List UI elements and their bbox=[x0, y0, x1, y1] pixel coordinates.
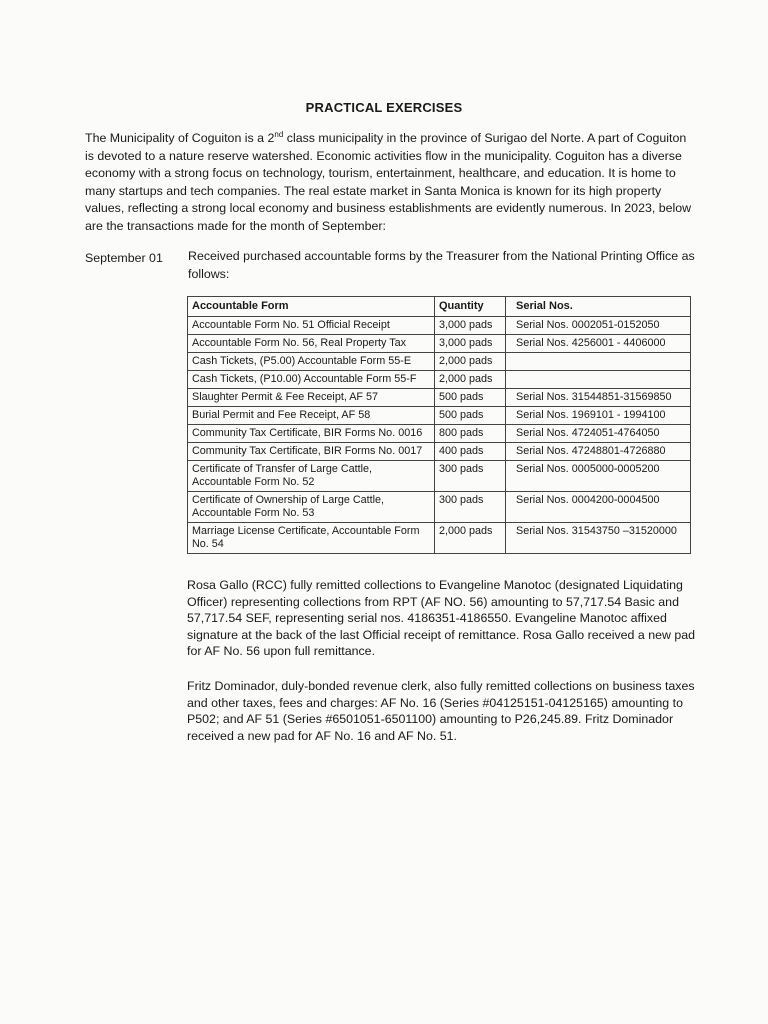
cell-quantity: 2,000 pads bbox=[435, 371, 506, 389]
cell-serial: Serial Nos. 0004200-0004500 bbox=[506, 492, 691, 523]
cell-quantity: 500 pads bbox=[435, 407, 506, 425]
table-row bbox=[188, 353, 691, 371]
entry-date: September 01 bbox=[85, 251, 163, 265]
cell-quantity: 2,000 pads bbox=[435, 353, 506, 371]
cell-quantity: 3,000 pads bbox=[435, 317, 506, 335]
table-header-row bbox=[188, 297, 691, 317]
accountable-forms-table bbox=[187, 296, 691, 554]
cell-serial: Serial Nos. 1969101 - 1994100 bbox=[506, 407, 691, 425]
cell-serial: Serial Nos. 31544851-31569850 bbox=[506, 389, 691, 407]
table-row bbox=[188, 335, 691, 353]
table-row bbox=[188, 461, 691, 492]
cell-serial: Serial Nos. 31543750 –31520000 bbox=[506, 523, 691, 554]
cell-serial: Serial Nos. 47248801-4726880 bbox=[506, 443, 691, 461]
cell-form: Community Tax Certificate, BIR Forms No. 0016 bbox=[188, 425, 435, 443]
cell-form: Certificate of Ownership of Large Cattle, Accountable Form No. 53 bbox=[188, 492, 435, 523]
cell-quantity: 500 pads bbox=[435, 389, 506, 407]
page-title: PRACTICAL EXERCISES bbox=[305, 100, 463, 115]
intro-text-start: The Municipality of Coguiton is a 2 bbox=[85, 131, 275, 145]
cell-form: Slaughter Permit & Fee Receipt, AF 57 bbox=[188, 389, 435, 407]
cell-form: Accountable Form No. 51 Official Receipt bbox=[188, 317, 435, 335]
cell-form: Certificate of Transfer of Large Cattle, Accountable Form No. 52 bbox=[188, 461, 435, 492]
table-row bbox=[188, 407, 691, 425]
entry-text: Received purchased accountable forms by the Treasurer from the National Printing Office as follows: bbox=[188, 249, 695, 281]
cell-form: Cash Tickets, (P10.00) Accountable Form 55-F bbox=[188, 371, 435, 389]
cell-quantity: 2,000 pads bbox=[435, 523, 506, 554]
cell-form: Community Tax Certificate, BIR Forms No. 0017 bbox=[188, 443, 435, 461]
table-row bbox=[188, 317, 691, 335]
cell-quantity: 800 pads bbox=[435, 425, 506, 443]
cell-quantity: 300 pads bbox=[435, 461, 506, 492]
table-row bbox=[188, 443, 691, 461]
table-row bbox=[188, 425, 691, 443]
intro-paragraph bbox=[85, 130, 695, 235]
table-row bbox=[188, 492, 691, 523]
cell-serial: Serial Nos. 0005000-0005200 bbox=[506, 461, 691, 492]
table-row bbox=[188, 371, 691, 389]
cell-quantity: 3,000 pads bbox=[435, 335, 506, 353]
header-accountable-form: Accountable Form bbox=[188, 297, 435, 317]
rosa-gallo-paragraph: Rosa Gallo (RCC) fully remitted collections to Evangeline Manotoc (designated Liquidating Officer) representing collections from RPT (AF NO. 56) amounting to 57,717.54 Basic and 57,717.54 SEF, representing serial nos. 4186351-4186550. Evangeline Manotoc affixed signature at the back of the last Official receipt of remittance. Rosa Gallo received a new pad for AF No. 56 upon full remittance. bbox=[187, 578, 696, 659]
table-row bbox=[188, 389, 691, 407]
header-quantity: Quantity bbox=[435, 297, 506, 317]
cell-form: Cash Tickets, (P5.00) Accountable Form 55-E bbox=[188, 353, 435, 371]
intro-text-rest: class municipality in the province of Surigao del Norte. A part of Coguiton is devoted to a nature reserve watershed. Economic activities flow in the municipality. Coguiton has a diverse economy with a strong focus on technology, tourism, entertainment, healthcare, and education. It is home to many startups and tech companies. The real estate market in Santa Monica is known for its high property values, reflecting a strong local economy and business establishments are evidently numerous. In 2023, below are the transactions made for the month of September: bbox=[85, 131, 692, 233]
fritz-dominador-paragraph: Fritz Dominador, duly-bonded revenue clerk, also fully remitted collections on business taxes and other taxes, fees and charges: AF No. 16 (Series #04125151-04125165) amounting to P502; and AF 51 (Series #6501051-6501100) amounting to P26,245.89. Fritz Dominador received a new pad for AF No. 16 and AF No. 51. bbox=[187, 679, 695, 743]
cell-form: Burial Permit and Fee Receipt, AF 58 bbox=[188, 407, 435, 425]
cell-quantity: 300 pads bbox=[435, 492, 506, 523]
intro-superscript: nd bbox=[274, 129, 284, 139]
cell-serial bbox=[506, 371, 691, 389]
table-row bbox=[188, 523, 691, 554]
cell-serial: Serial Nos. 0002051-0152050 bbox=[506, 317, 691, 335]
cell-serial bbox=[506, 353, 691, 371]
cell-form: Marriage License Certificate, Accountable Form No. 54 bbox=[188, 523, 435, 554]
cell-quantity: 400 pads bbox=[435, 443, 506, 461]
cell-serial: Serial Nos. 4256001 - 4406000 bbox=[506, 335, 691, 353]
cell-serial: Serial Nos. 4724051-4764050 bbox=[506, 425, 691, 443]
header-serial-nos: Serial Nos. bbox=[506, 297, 691, 317]
cell-form: Accountable Form No. 56, Real Property Tax bbox=[188, 335, 435, 353]
